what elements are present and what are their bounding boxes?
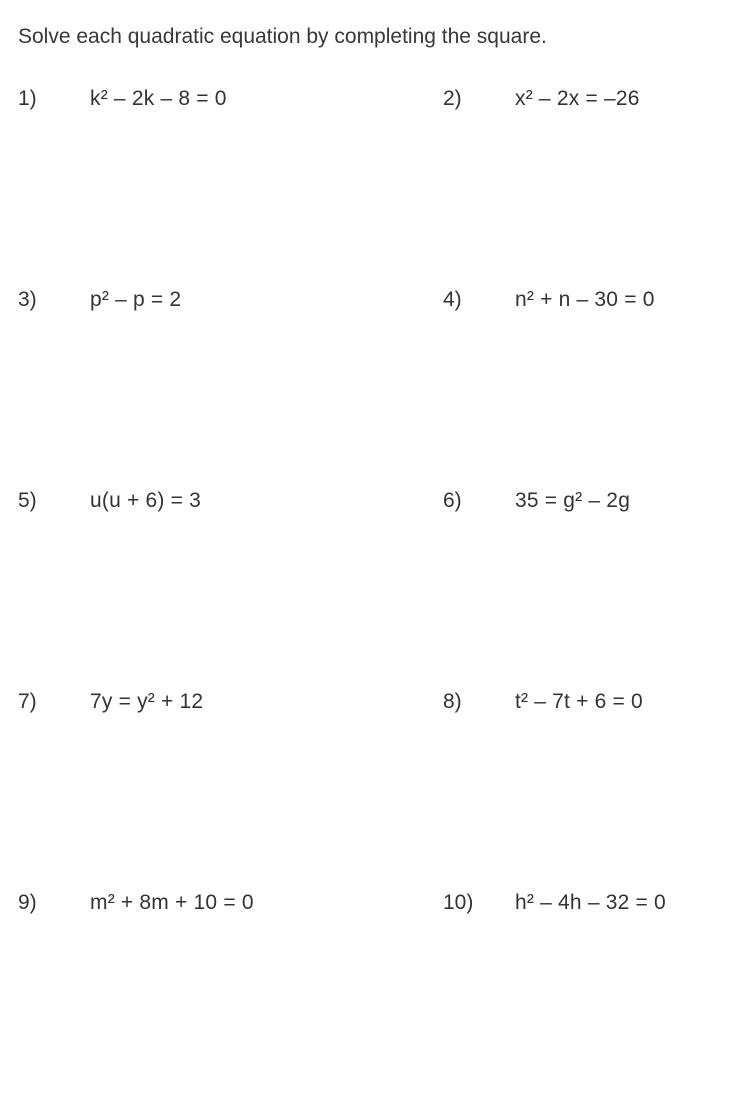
problem-7 [0, 689, 375, 715]
problem-1 [0, 86, 375, 112]
worksheet-page [0, 25, 750, 1097]
problem-grid [0, 86, 750, 1091]
problem-equation: p² – p = 2 [90, 288, 182, 312]
problem-number: 6) [443, 489, 462, 513]
problem-number: 10) [443, 891, 474, 915]
problem-equation: h² – 4h – 32 = 0 [515, 891, 666, 915]
problem-equation: u(u + 6) = 3 [90, 489, 201, 513]
problem-4 [375, 287, 750, 313]
problem-10 [375, 890, 750, 916]
problem-number: 5) [18, 489, 37, 513]
problem-5 [0, 488, 375, 514]
problem-number: 4) [443, 288, 462, 312]
problem-2 [375, 86, 750, 112]
problem-equation: 35 = g² – 2g [515, 489, 631, 513]
problem-number: 9) [18, 891, 37, 915]
problem-8 [375, 689, 750, 715]
problem-number: 2) [443, 87, 462, 111]
problem-number: 8) [443, 690, 462, 714]
problem-equation: t² – 7t + 6 = 0 [515, 690, 643, 714]
problem-6 [375, 488, 750, 514]
problem-9 [0, 890, 375, 916]
problem-number: 3) [18, 288, 37, 312]
problem-equation: n² + n – 30 = 0 [515, 288, 655, 312]
worksheet-instructions: Solve each quadratic equation by completing the square. [18, 25, 547, 48]
problem-equation: 7y = y² + 12 [90, 690, 204, 714]
problem-3 [0, 287, 375, 313]
problem-equation: k² – 2k – 8 = 0 [90, 87, 227, 111]
problem-number: 7) [18, 690, 37, 714]
problem-number: 1) [18, 87, 37, 111]
problem-equation: x² – 2x = –26 [515, 87, 640, 111]
problem-equation: m² + 8m + 10 = 0 [90, 891, 254, 915]
